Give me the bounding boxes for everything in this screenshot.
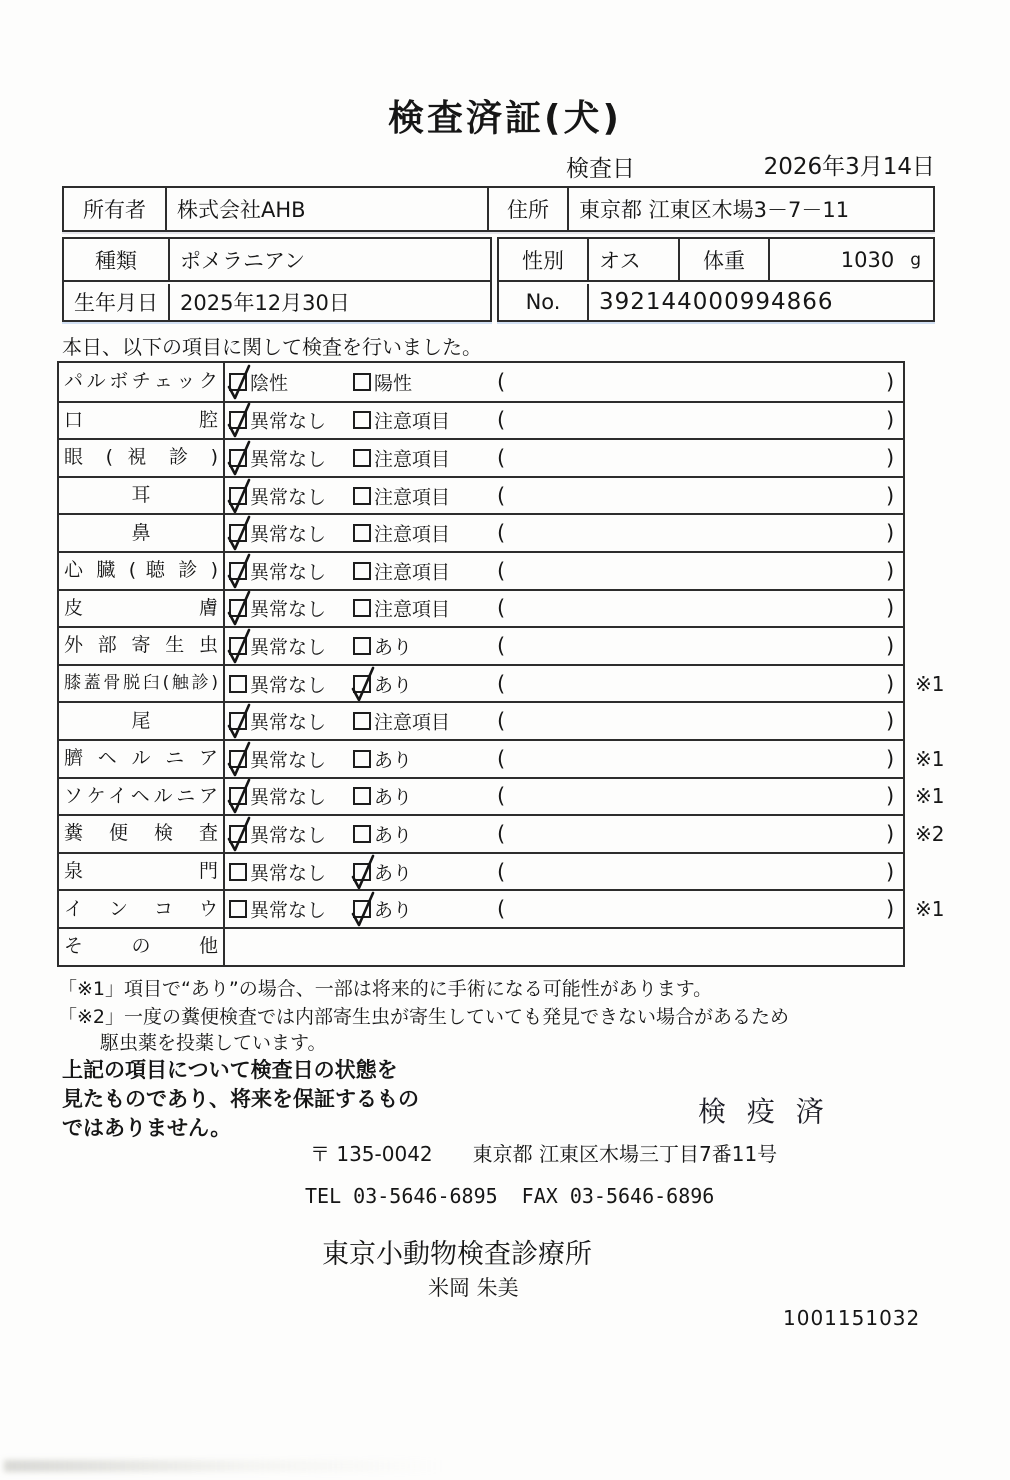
paren-close: ): [886, 483, 895, 508]
option2-label: 注意項目: [374, 711, 451, 734]
checklist-item-label: 口 腔: [64, 408, 218, 431]
statement-text: 本日、以下の項目に関して検査を行いました。: [62, 335, 482, 359]
checkbox-option2: [353, 373, 371, 391]
paren-open: (: [497, 859, 506, 884]
checkbox-option2: [353, 863, 371, 881]
checkbox-option2: [353, 411, 371, 429]
checklist-item-label: 眼 ( 視 診 ): [64, 446, 218, 469]
option1-label: 異常なし: [250, 636, 327, 659]
checkmark-icon: [349, 852, 377, 892]
checklist-item-label: イ ン コ ウ: [64, 897, 218, 920]
clinic-tel: TEL 03-5646-6895: [305, 1184, 498, 1208]
checkbox-option2: [353, 825, 371, 843]
option1-label: 異常なし: [250, 598, 327, 621]
checklist-item-label-cell: [59, 553, 225, 589]
checklist-item-content: [227, 891, 903, 927]
checklist-row: [59, 589, 903, 627]
document-code: 1001151032: [783, 1306, 921, 1330]
paren-close: ): [886, 859, 895, 884]
paren-open: (: [497, 897, 506, 922]
paren-open: (: [497, 746, 506, 771]
checklist-row: [59, 852, 903, 890]
option1-label: 異常なし: [250, 786, 327, 809]
checklist-item-label: パルボチェック: [64, 370, 218, 393]
checkbox-option1: [229, 411, 247, 429]
checklist-item-label-cell: [59, 591, 225, 627]
checklist-item-label: 外 部 寄 生 虫: [64, 634, 218, 657]
checklist-row: [59, 777, 945, 815]
paren-close: ): [886, 746, 895, 771]
checklist-item-content: [227, 591, 903, 627]
disclaimer-line-1: 上記の項目について検査日の状態を: [62, 1058, 398, 1082]
checkbox-option1: [229, 449, 247, 467]
clinic-address: 東京都 江東区木場三丁目7番11号: [472, 1142, 778, 1166]
checkbox-option1: [229, 599, 247, 617]
checkmark-icon: [225, 626, 253, 666]
checklist-item-label: 鼻: [131, 521, 151, 544]
disclaimer: [62, 1056, 419, 1143]
paren-open: (: [497, 821, 506, 846]
option2-label: あり: [374, 674, 413, 697]
checkmark-icon: [225, 513, 253, 553]
option2-label: あり: [374, 824, 413, 847]
checkbox-option1: [229, 825, 247, 843]
pet-table-left: [62, 237, 492, 322]
checklist-item-label: ソケイヘルニア: [64, 784, 218, 807]
checkmark-icon: [225, 400, 253, 440]
checklist-item-label-cell: [59, 929, 225, 965]
checkmark-icon: [349, 664, 377, 704]
checkmark-icon: [225, 776, 253, 816]
weight-cell: [768, 239, 933, 280]
checklist-item-label-cell: [59, 403, 225, 439]
paren-open: (: [497, 596, 506, 621]
inspection-date-label: 検査日: [566, 156, 635, 182]
checklist-item-label: 心 臓 ( 聴 診 ): [64, 559, 218, 582]
option1-label: 異常なし: [250, 899, 327, 922]
checklist-item-label: 耳: [131, 484, 151, 507]
checkmark-icon: [225, 362, 253, 402]
paren-close: ): [886, 369, 895, 394]
checkbox-option1: [229, 750, 247, 768]
clinic-tel-line: [305, 1184, 714, 1208]
checklist-item-label: 臍 ヘ ル ニ ア: [64, 747, 218, 770]
option1-label: 異常なし: [250, 749, 327, 772]
checklist-row: [59, 814, 945, 852]
checkmark-icon: [225, 739, 253, 779]
checklist-item-content: [227, 515, 903, 551]
footnote-2: 「※2」一度の糞便検査では内部寄生虫が寄生していても発見できない場合があるため: [58, 1006, 790, 1028]
scan-smudge: [4, 1460, 444, 1472]
checkbox-option2: [353, 787, 371, 805]
weight-label: 体重: [678, 239, 768, 280]
option1-label: 異常なし: [250, 448, 327, 471]
checklist-item-label-cell: [59, 666, 225, 702]
checkbox-option2: [353, 637, 371, 655]
paren-close: ): [886, 408, 895, 433]
checklist-item-label: そ の 他: [64, 935, 218, 958]
inspection-date-value: 2026年3月14日: [763, 154, 935, 180]
checklist-row: [59, 701, 903, 739]
disclaimer-line-2: 見たものであり、将来を保証するもの: [62, 1087, 419, 1111]
checklist-row: [59, 927, 903, 965]
checklist-row: [59, 664, 945, 702]
paren-close: ): [886, 897, 895, 922]
checklist-item-label: 泉 門: [64, 860, 218, 883]
footnote-1: 「※1」項目で“あり”の場合、一部は将来的に手術になる可能性があります。: [58, 978, 713, 1000]
checklist-item-label: 尾: [131, 709, 151, 732]
checkbox-option1: [229, 487, 247, 505]
paren-close: ): [886, 596, 895, 621]
clinic-postal-line: [310, 1138, 777, 1167]
no-value: 392144000994866: [587, 284, 933, 320]
checklist-item-label-cell: [59, 891, 225, 927]
checklist-item-content: [227, 478, 903, 514]
checkbox-option2: [353, 449, 371, 467]
paren-open: (: [497, 709, 506, 734]
paren-open: (: [497, 521, 506, 546]
pet-table-right: [497, 237, 935, 322]
option1-label: 異常なし: [250, 523, 327, 546]
checkbox-option1: [229, 900, 247, 918]
footnote-mark: ※1: [915, 897, 945, 922]
option1-label: 異常なし: [250, 824, 327, 847]
weight-value: 1030: [840, 247, 895, 272]
checklist-item-content: [227, 854, 903, 890]
checkbox-option1: [229, 373, 247, 391]
paren-open: (: [497, 445, 506, 470]
paren-close: ): [886, 521, 895, 546]
checklist-rows: [59, 363, 945, 965]
clinic-postal: 〒 135-0042: [310, 1142, 433, 1166]
checklist-item-label-cell: [59, 703, 225, 739]
checklist-item-label-cell: [59, 515, 225, 551]
paren-close: ): [886, 709, 895, 734]
paren-open: (: [497, 558, 506, 583]
option2-label: 注意項目: [374, 598, 451, 621]
option1-label: 異常なし: [250, 674, 327, 697]
checkmark-icon: [225, 438, 253, 478]
option2-label: 陽性: [374, 372, 413, 395]
checklist-item-label-cell: [59, 816, 225, 852]
paren-open: (: [497, 671, 506, 696]
checklist-item-label-cell: [59, 741, 225, 777]
checklist-item-content: [227, 666, 903, 702]
owner-label: 所有者: [83, 198, 146, 222]
checkbox-option2: [353, 524, 371, 542]
checkbox-option1: [229, 863, 247, 881]
checklist-item-content: [227, 929, 903, 965]
footnote-mark: ※1: [915, 671, 945, 696]
paren-close: ): [886, 633, 895, 658]
checkbox-option2: [353, 712, 371, 730]
checklist-item-label: 糞 便 検 査: [64, 822, 218, 845]
paren-open: (: [497, 408, 506, 433]
option2-label: あり: [374, 636, 413, 659]
paren-open: (: [497, 483, 506, 508]
checklist-item-content: [227, 741, 903, 777]
checklist-item-label-cell: [59, 478, 225, 514]
option2-label: あり: [374, 899, 413, 922]
checklist-item-content: [227, 628, 903, 664]
page-title: 検査済証(犬): [388, 98, 622, 139]
option1-label: 異常なし: [250, 410, 327, 433]
option1-label: 異常なし: [250, 561, 327, 584]
checkmark-icon: [225, 551, 253, 591]
footnote-mark: ※1: [915, 746, 945, 771]
owner-name: 株式会社AHB: [165, 188, 487, 230]
option1-label: 異常なし: [250, 862, 327, 885]
paren-open: (: [497, 633, 506, 658]
paren-close: ): [886, 445, 895, 470]
option2-label: あり: [374, 862, 413, 885]
checklist-row: [59, 739, 945, 777]
option1-label: 陰性: [250, 372, 289, 395]
option2-label: 注意項目: [374, 410, 451, 433]
paren-close: ): [886, 784, 895, 809]
paren-open: (: [497, 369, 506, 394]
paren-open: (: [497, 784, 506, 809]
checklist-item-content: [227, 816, 903, 852]
checklist-item-label-cell: [59, 854, 225, 890]
paren-close: ): [886, 821, 895, 846]
checkbox-option2: [353, 900, 371, 918]
owner-table: [62, 186, 935, 232]
checkmark-icon: [225, 701, 253, 741]
disclaimer-line-3: ではありません。: [62, 1116, 232, 1140]
option2-label: 注意項目: [374, 448, 451, 471]
checkmark-icon: [225, 588, 253, 628]
checkbox-option1: [229, 637, 247, 655]
breed-label: 種類: [95, 248, 137, 273]
option2-label: あり: [374, 749, 413, 772]
checkmark-icon: [225, 476, 253, 516]
option1-label: 異常なし: [250, 711, 327, 734]
checkbox-option1: [229, 562, 247, 580]
checklist-row: [59, 551, 903, 589]
checklist-item-label-cell: [59, 440, 225, 476]
checklist-item-content: [227, 403, 903, 439]
option1-label: 異常なし: [250, 486, 327, 509]
owner-address-label: 住所: [487, 188, 567, 230]
checklist-item-content: [227, 363, 903, 401]
quarantine-stamp: 検 疫 済: [698, 1095, 830, 1128]
checklist-row: [59, 438, 903, 476]
checkbox-option2: [353, 487, 371, 505]
footnote-2-cont: 駆虫薬を投薬しています。: [100, 1032, 327, 1054]
checkbox-option1: [229, 712, 247, 730]
checklist-item-content: [227, 703, 903, 739]
checkmark-icon: [349, 889, 377, 929]
checklist-item-label: 膝蓋骨脱臼(触診): [64, 673, 218, 694]
checkbox-option2: [353, 675, 371, 693]
option2-label: 注意項目: [374, 486, 451, 509]
birthdate-value: 2025年12月30日: [168, 284, 490, 320]
option2-label: 注意項目: [374, 561, 451, 584]
checklist-row: [59, 513, 903, 551]
option2-label: あり: [374, 786, 413, 809]
checklist-row: [59, 476, 903, 514]
checkbox-option1: [229, 524, 247, 542]
checklist-item-content: [227, 779, 903, 815]
breed-value: ポメラニアン: [168, 239, 490, 280]
checkbox-option2: [353, 562, 371, 580]
checklist-item-label-cell: [59, 363, 225, 401]
checklist-row: [59, 363, 903, 401]
footnote-mark: ※1: [915, 784, 945, 809]
checkbox-option1: [229, 675, 247, 693]
checklist-item-label-cell: [59, 628, 225, 664]
checkbox-option2: [353, 599, 371, 617]
checklist-row: [59, 889, 945, 927]
paren-close: ): [886, 558, 895, 583]
weight-unit: g: [910, 249, 921, 270]
paren-close: ): [886, 671, 895, 696]
birthdate-label: 生年月日: [74, 291, 158, 315]
clinic-fax: FAX 03-5646-6896: [521, 1184, 715, 1208]
checklist-item-label: 皮 膚: [64, 596, 218, 619]
checkbox-option1: [229, 787, 247, 805]
no-label: No.: [525, 290, 561, 314]
checklist-table: [57, 361, 945, 967]
footnote-mark: ※2: [915, 821, 945, 846]
checklist-item-content: [227, 440, 903, 476]
checklist-item-label-cell: [59, 779, 225, 815]
veterinarian-name: 米岡 朱美: [428, 1276, 519, 1300]
sex-value: オス: [587, 239, 678, 280]
checkmark-icon: [225, 814, 253, 854]
checklist-row: [59, 626, 903, 664]
owner-address-value: 東京都 江東区木場3－7－11: [567, 188, 933, 230]
option2-label: 注意項目: [374, 523, 451, 546]
checkbox-option2: [353, 750, 371, 768]
checklist-item-content: [227, 553, 903, 589]
checklist-row: [59, 401, 903, 439]
sex-label: 性別: [522, 248, 564, 273]
clinic-name: 東京小動物検査診療所: [322, 1239, 592, 1270]
